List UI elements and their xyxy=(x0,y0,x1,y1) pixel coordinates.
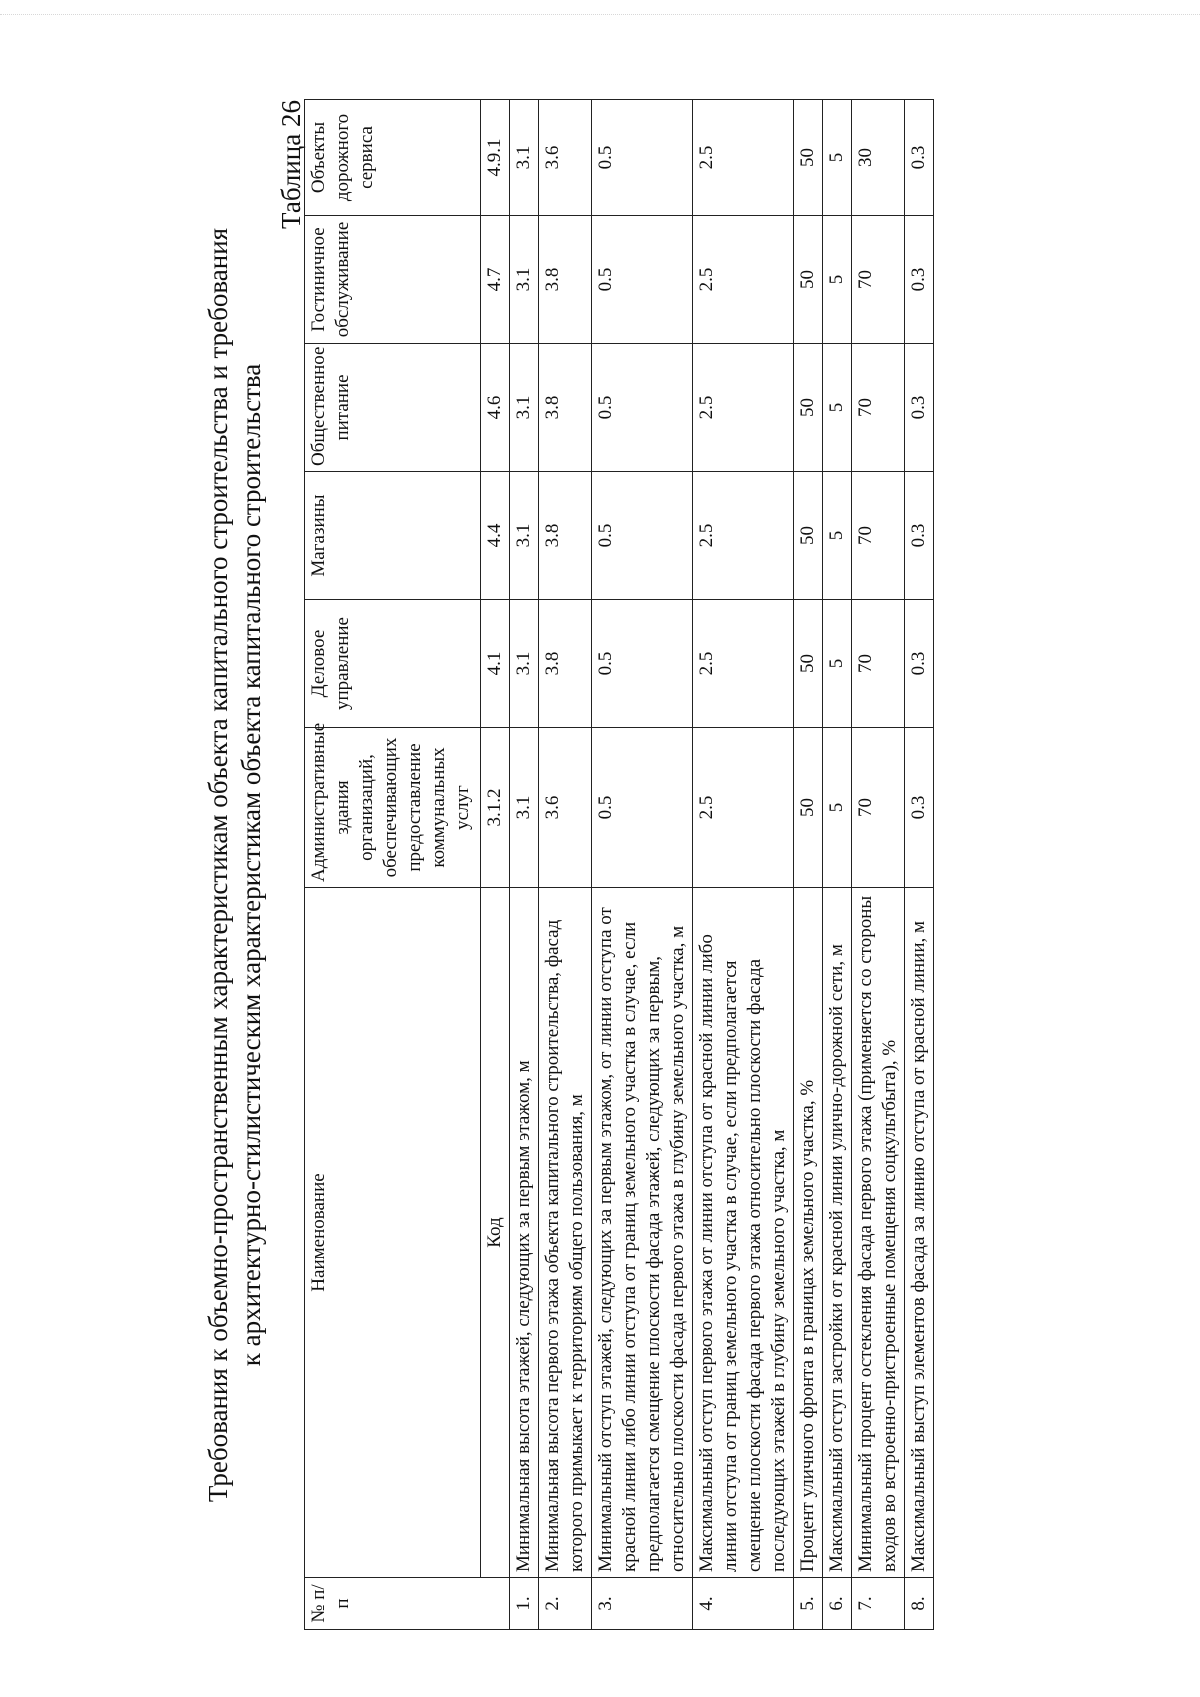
row-value: 2.5 xyxy=(693,100,794,216)
code-road-service: 4.9.1 xyxy=(481,100,510,216)
title-line-1: Требования к объемно-пространственным характеристикам объекта капитального строительства и требования xyxy=(203,227,233,1503)
row-value: 3.8 xyxy=(539,600,592,728)
code-business: 4.1 xyxy=(481,600,510,728)
row-value: 5 xyxy=(823,344,852,472)
row-value: 0.3 xyxy=(905,600,934,728)
row-number: 4. xyxy=(693,1578,794,1630)
row-name: Процент уличного фронта в границах земельного участка, % xyxy=(794,888,823,1578)
row-value: 70 xyxy=(852,472,905,600)
row-value: 2.5 xyxy=(693,216,794,344)
scan-edge xyxy=(0,0,1200,15)
table-row xyxy=(539,100,592,1630)
row-value: 0.5 xyxy=(592,216,693,344)
row-number: 7. xyxy=(852,1578,905,1630)
table-row xyxy=(592,100,693,1630)
row-value: 5 xyxy=(823,600,852,728)
row-name: Минимальный процент остекления фасада первого этажа (применяется со стороны входов во встроенно-пристроенные помещения соцкультбыта), % xyxy=(852,888,905,1578)
column-header-hotel: Гостиничное обслуживание xyxy=(305,216,481,344)
row-value: 0.3 xyxy=(905,472,934,600)
row-value: 3.1 xyxy=(510,344,539,472)
table-row xyxy=(510,100,539,1630)
requirements-table xyxy=(304,99,934,1630)
row-value: 2.5 xyxy=(693,728,794,888)
row-value: 5 xyxy=(823,728,852,888)
row-value: 2.5 xyxy=(693,600,794,728)
row-value: 5 xyxy=(823,100,852,216)
header-num xyxy=(305,1578,510,1630)
row-value: 3.6 xyxy=(539,100,592,216)
row-name: Минимальный отступ этажей, следующих за первым этажом, от линии отступа от красной линии либо линии отступа от границ земельного участка в случае, если предполагается смещение плоскости фасада этажей, следующих за первым, относительно плоскости фасада первого этажа в глубину земельного участка, м xyxy=(592,888,693,1578)
row-value: 0.5 xyxy=(592,600,693,728)
row-name: Максимальный выступ элементов фасада за линию отступа от красной линии, м xyxy=(905,888,934,1578)
row-value: 2.5 xyxy=(693,344,794,472)
table-row xyxy=(905,100,934,1630)
table-row xyxy=(693,100,794,1630)
row-value: 70 xyxy=(852,728,905,888)
row-value: 50 xyxy=(794,100,823,216)
title-line-2: к архитектурно-стилистическим характеристикам объекта капитального строительства xyxy=(236,363,266,1367)
table-row xyxy=(852,100,905,1630)
row-value: 30 xyxy=(852,100,905,216)
table-row xyxy=(794,100,823,1630)
row-value: 0.5 xyxy=(592,472,693,600)
column-header-business: Деловое управление xyxy=(305,600,481,728)
row-value: 50 xyxy=(794,472,823,600)
row-value: 50 xyxy=(794,600,823,728)
row-value: 70 xyxy=(852,216,905,344)
row-value: 3.1 xyxy=(510,472,539,600)
row-value: 2.5 xyxy=(693,472,794,600)
row-value: 0.3 xyxy=(905,216,934,344)
table-label: Таблица 26 xyxy=(276,100,306,229)
column-header-admin: Административные здания организаций, обеспечивающих предоставление коммунальных услуг xyxy=(305,728,481,888)
row-value: 50 xyxy=(794,344,823,472)
row-value: 0.5 xyxy=(592,100,693,216)
row-value: 50 xyxy=(794,728,823,888)
row-name: Минимальная высота первого этажа объекта капитального строительства, фасад которого примыкает к территориям общего пользования, м xyxy=(539,888,592,1578)
code-admin: 3.1.2 xyxy=(481,728,510,888)
row-value: 50 xyxy=(794,216,823,344)
code-catering: 4.6 xyxy=(481,344,510,472)
row-number: 5. xyxy=(794,1578,823,1630)
code-hotel: 4.7 xyxy=(481,216,510,344)
row-value: 3.1 xyxy=(510,216,539,344)
row-number: 1. xyxy=(510,1578,539,1630)
row-value: 0.5 xyxy=(592,728,693,888)
code-shops: 4.4 xyxy=(481,472,510,600)
column-header-shops: Магазины xyxy=(305,472,481,600)
table-row xyxy=(823,100,852,1630)
row-number: 2. xyxy=(539,1578,592,1630)
row-value: 3.1 xyxy=(510,100,539,216)
row-value: 5 xyxy=(823,472,852,600)
header-name xyxy=(305,888,481,1578)
header-num-label: № п/п xyxy=(308,1584,353,1623)
row-value: 3.8 xyxy=(539,216,592,344)
rotated-page xyxy=(202,100,962,1630)
row-value: 3.1 xyxy=(510,728,539,888)
table-body xyxy=(510,100,934,1630)
row-value: 5 xyxy=(823,216,852,344)
row-value: 3.8 xyxy=(539,472,592,600)
row-name: Максимальный отступ первого этажа от линии отступа от красной линии либо линии отступа от границ земельного участка в случае, если предполагается смещение плоскости фасада первого этажа относительно плоскости фасада последующих этажей в глубину земельного участка, м xyxy=(693,888,794,1578)
row-value: 3.8 xyxy=(539,344,592,472)
row-number: 6. xyxy=(823,1578,852,1630)
row-number: 3. xyxy=(592,1578,693,1630)
row-value: 0.3 xyxy=(905,100,934,216)
row-name: Минимальная высота этажей, следующих за первым этажом, м xyxy=(510,888,539,1578)
row-value: 0.3 xyxy=(905,728,934,888)
column-header-road-service: Объекты дорожного сервиса xyxy=(305,100,481,216)
document-title xyxy=(202,100,268,1630)
row-value: 0.5 xyxy=(592,344,693,472)
row-value: 70 xyxy=(852,344,905,472)
row-value: 3.6 xyxy=(539,728,592,888)
row-value: 0.3 xyxy=(905,344,934,472)
header-name-label: Наименование xyxy=(308,1173,329,1292)
row-name: Максимальный отступ застройки от красной линии улично-дорожной сети, м xyxy=(823,888,852,1578)
row-number: 8. xyxy=(905,1578,934,1630)
row-value: 70 xyxy=(852,600,905,728)
row-value: 3.1 xyxy=(510,600,539,728)
column-header-catering: Общественное питание xyxy=(305,344,481,472)
code-label: Код xyxy=(481,888,510,1578)
